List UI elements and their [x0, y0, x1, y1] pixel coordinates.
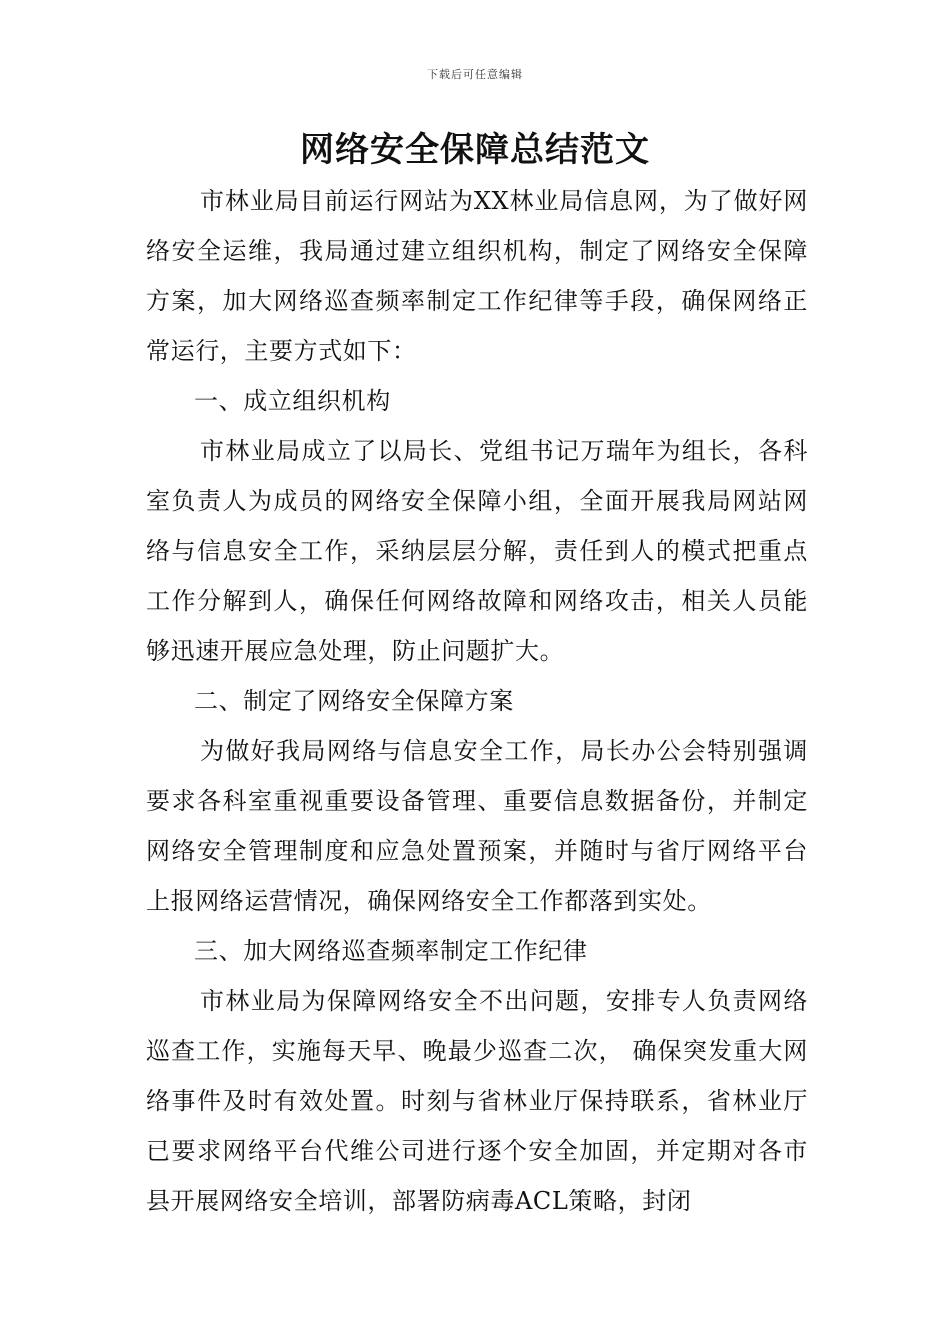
section-heading-1: 一、成立组织机构 — [194, 387, 391, 415]
section-heading-3: 三、加大网络巡查频率制定工作纪律 — [194, 937, 588, 965]
document-title: 网络安全保障总结范文 — [300, 130, 650, 170]
section-paragraph-3: 市林业局为保障网络安全不出问题，安排专人负责网络巡查工作，实施每天早、晚最少巡查二次， 确保突发重大网络事件及时有效处置。时刻与省林业厅保持联系，省林业厅已要求网络平台代维公司进行逐个安全加固，并定期对各市县开展网络安全培训，部署防病毒ACL策略，封闭 — [146, 987, 808, 1215]
section-paragraph-1: 市林业局成立了以局长、党组书记万瑞年为组长，各科室负责人为成员的网络安全保障小组，全面开展我局网站网络与信息安全工作，采纳层层分解，责任到人的模式把重点工作分解到人，确保任何网络故障和网络攻击，相关人员能够迅速开展应急处理，防止问题扩大。 — [146, 437, 808, 665]
section-heading-2: 二、制定了网络安全保障方案 — [194, 687, 514, 715]
intro-paragraph: 市林业局目前运行网站为XX林业局信息网，为了做好网络安全运维，我局通过建立组织机构，制定了网络安全保障方案，加大网络巡查频率制定工作纪律等手段，确保网络正常运行，主要方式如下： — [146, 187, 808, 365]
header-note: 下载后可任意编辑 — [427, 68, 523, 81]
document-body — [146, 176, 808, 1226]
section-paragraph-2: 为做好我局网络与信息安全工作，局长办公会特别强调要求各科室重视重要设备管理、重要信息数据备份，并制定网络安全管理制度和应急处置预案，并随时与省厅网络平台上报网络运营情况，确保网络安全工作都落到实处。 — [146, 737, 808, 915]
